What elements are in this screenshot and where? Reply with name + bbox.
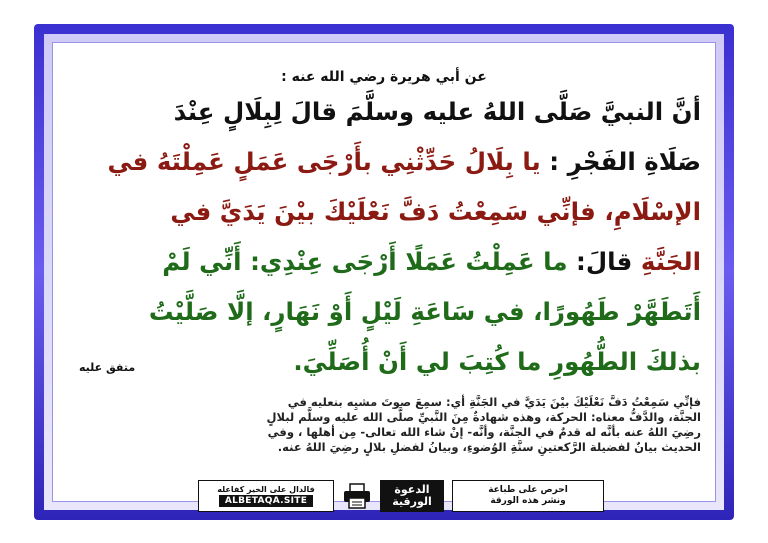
hadith-line-2 (67, 137, 701, 187)
hadith-line-4-b: قالَ: (567, 247, 633, 276)
hadith-text (67, 87, 701, 387)
hint-line-1: احرص على طباعة (488, 485, 568, 495)
explanation-text (67, 395, 701, 455)
hint-line-2: ونشر هذه الورقة (490, 496, 566, 506)
hadith-line-3-b: فإنِّي سَمِعْتُ دَفَّ نَعْلَيْكَ بيْنَ يَدَيَّ في (170, 197, 596, 226)
hadith-card (52, 42, 716, 502)
hadith-line-2-b: يا بِلَالُ حَدِّثْنِي بأَرْجَى عَمَلٍ عَمِلْتَهُ في (107, 147, 541, 176)
footer-bar (198, 480, 604, 512)
hadith-line-6: بذلكَ الطُّهُورِ ما كُتِبَ لي أَنْ أُصَلِّيَ. (293, 347, 701, 376)
hadith-line-2-a: صَلَاةِ الفَجْرِ : (540, 147, 701, 176)
hadith-line-1: أنَّ النبيَّ صَلَّى اللهُ عليه وسلَّمَ قالَ لِبِلَالٍ عِنْدَ (173, 97, 701, 126)
hadith-line-3 (67, 187, 701, 237)
explanation-line-2: الجنَّة، والدَّفُّ معناه: الحركة، وهذه شهادةٌ مِنَ النَّبيِّ صلَّى الله عليه وسلَّم لبلالٍ (266, 410, 701, 424)
hadith-line-4-c: ما عَمِلْتُ عَمَلًا أَرْجَى عِنْدِي: أَنِّي لَمْ (162, 247, 568, 276)
hadith-line-4-a: الجَنَّةِ (632, 247, 701, 276)
site-url[interactable]: ALBETAQA.SITE (219, 495, 313, 507)
logo-line-1: الدعوة (394, 483, 430, 496)
narrator-line: عن أبي هريرة رضي الله عنه : (281, 69, 487, 85)
printer-icon (342, 480, 372, 512)
explanation-line-3: رضِيَ اللهُ عنه بأنَّه له قدمٌ في الجنَّة، وأنَّه- إنْ شاء الله تعالى- مِن أهلها ، وفي (267, 425, 701, 439)
hadith-line-3-a: الإسْلَامِ، (595, 197, 701, 226)
hadith-line-5: أَتَطَهَّرْ طَهُورًا، في سَاعَةِ لَيْلٍ أَوْ نَهَارٍ، إلَّا صَلَّيْتُ (148, 297, 701, 326)
hadith-line-4 (67, 237, 701, 287)
site-tagline: فالدال على الخير كفاعله (217, 485, 315, 494)
hadith-source: متفق عليه (79, 361, 136, 374)
logo-line-2: الورقية (392, 495, 432, 508)
site-box[interactable] (198, 480, 334, 512)
explanation-line-1: فإنِّي سَمِعْتُ دَفَّ نَعْلَيْكَ بيْنَ يَدَيَّ في الجَنَّةِ أي: سمِعَ صوتَ مشيِه بنعليه في (287, 395, 701, 409)
print-hint (452, 480, 604, 512)
dawa-logo (380, 480, 444, 512)
explanation-line-4: الحديث بيانٌ لفضيلة الرَّكعتينِ سنَّةِ الوُضوءِ، وبيانُ لفضلِ بلالٍ رضِيَ اللهُ عنه. (277, 440, 701, 454)
